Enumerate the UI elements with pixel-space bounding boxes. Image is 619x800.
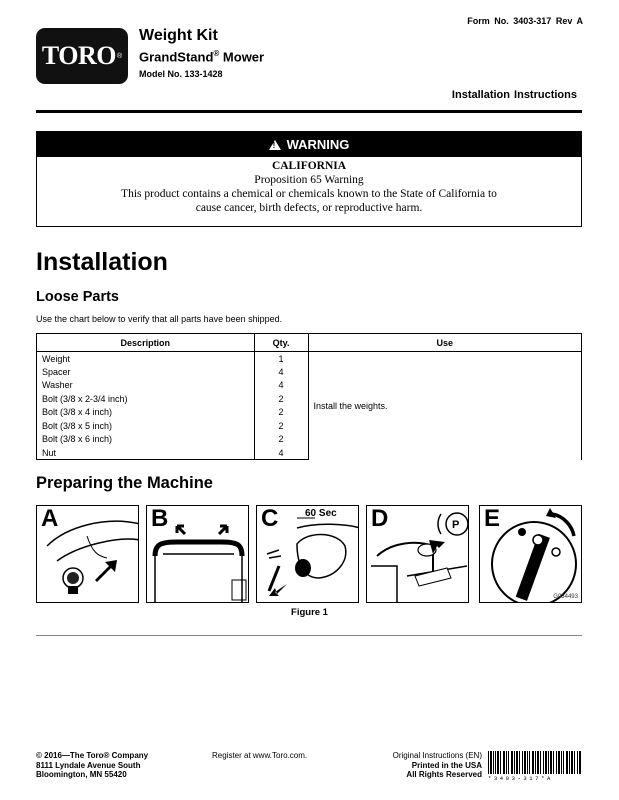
part-description: Washer [37, 379, 255, 393]
part-description: Bolt (3/8 x 6 inch) [37, 433, 255, 447]
footer-print-info [380, 751, 482, 780]
installation-heading: Installation [36, 248, 168, 276]
part-qty: 4 [254, 446, 308, 460]
part-description: Nut [37, 446, 255, 460]
logo-text: TORO [41, 41, 116, 70]
prop65-warning-box [36, 131, 582, 227]
footer-address1: 8111 Lyndale Avenue South [36, 760, 141, 770]
part-description: Spacer [37, 365, 255, 379]
part-description: Bolt (3/8 x 4 inch) [37, 406, 255, 420]
barcode-bars [488, 751, 582, 774]
figure-panel-a [36, 505, 139, 603]
part-description: Weight [37, 352, 255, 366]
table-row [37, 352, 582, 366]
logo-registered-mark: ® [116, 52, 123, 60]
part-qty: 2 [254, 392, 308, 406]
barcode-digits: *3403-317*A [488, 775, 553, 782]
part-qty: 1 [254, 352, 308, 366]
col-header-description: Description [37, 334, 255, 352]
footer-rights: All Rights Reserved [406, 770, 482, 779]
product-name-text: GrandStand [139, 49, 214, 65]
figure-panel-c [256, 505, 359, 603]
product-registered-mark: ® [213, 49, 220, 58]
kit-title: Weight Kit [139, 27, 218, 44]
figure-divider [36, 635, 582, 636]
warning-body [37, 157, 581, 215]
loose-parts-table [36, 333, 582, 460]
warning-title: WARNING [286, 137, 350, 152]
warning-text-line2: cause cancer, birth defects, or reproductive harm. [195, 202, 423, 214]
product-suffix: Mower [219, 49, 265, 65]
timer-label: 60 Sec [305, 508, 337, 519]
toro-logo [36, 28, 128, 84]
footer-register: Register at www.Toro.com. [212, 751, 308, 760]
panel-label: D [371, 505, 389, 532]
warning-triangle-icon: ! [269, 140, 281, 150]
footer-original: Original Instructions (EN) [392, 751, 482, 760]
figure-panel-b [146, 505, 249, 603]
figure-panel-e [479, 505, 582, 603]
footer-company [36, 751, 148, 780]
panel-label: B [151, 505, 169, 532]
part-qty: 4 [254, 379, 308, 393]
form-number: Form No. 3403-317 Rev A [467, 16, 583, 26]
part-qty: 2 [254, 433, 308, 447]
warning-text-line1: This product contains a chemical or chemicals known to the State of California to [121, 188, 497, 200]
graphic-code: G034493 [553, 594, 578, 600]
part-qty: 2 [254, 406, 308, 420]
col-header-use: Use [308, 334, 581, 352]
barcode [488, 751, 582, 781]
preparing-machine-heading: Preparing the Machine [36, 474, 213, 492]
warning-state: CALIFORNIA [271, 160, 347, 172]
product-name [139, 49, 264, 64]
panel-label: A [41, 505, 59, 532]
footer-printed: Printed in the USA [411, 760, 482, 770]
figure-1 [36, 505, 582, 603]
part-qty: 4 [254, 365, 308, 379]
model-number: Model No. 133-1428 [139, 69, 223, 79]
footer-address2: Bloomington, MN 55420 [36, 770, 127, 779]
col-header-qty: Qty. [254, 334, 308, 352]
part-qty: 2 [254, 419, 308, 433]
part-use: Install the weights. [308, 352, 581, 460]
loose-parts-heading: Loose Parts [36, 289, 119, 305]
table-header-row [37, 334, 582, 352]
panel-label: E [484, 505, 501, 532]
warning-proposition: Proposition 65 Warning [254, 174, 364, 186]
footer-copyright: © 2016—The Toro® Company [36, 751, 149, 760]
document-type: Installation Instructions [451, 89, 577, 101]
loose-parts-intro: Use the chart below to verify that all parts have been shipped. [36, 314, 283, 324]
figure-panel-d [366, 505, 469, 603]
part-description: Bolt (3/8 x 5 inch) [37, 419, 255, 433]
header-divider [36, 110, 582, 113]
figure-caption: Figure 1 [291, 607, 328, 618]
warning-header [37, 132, 581, 157]
park-label: P [452, 519, 460, 531]
part-description: Bolt (3/8 x 2-3/4 inch) [37, 392, 255, 406]
panel-label: C [261, 505, 279, 532]
